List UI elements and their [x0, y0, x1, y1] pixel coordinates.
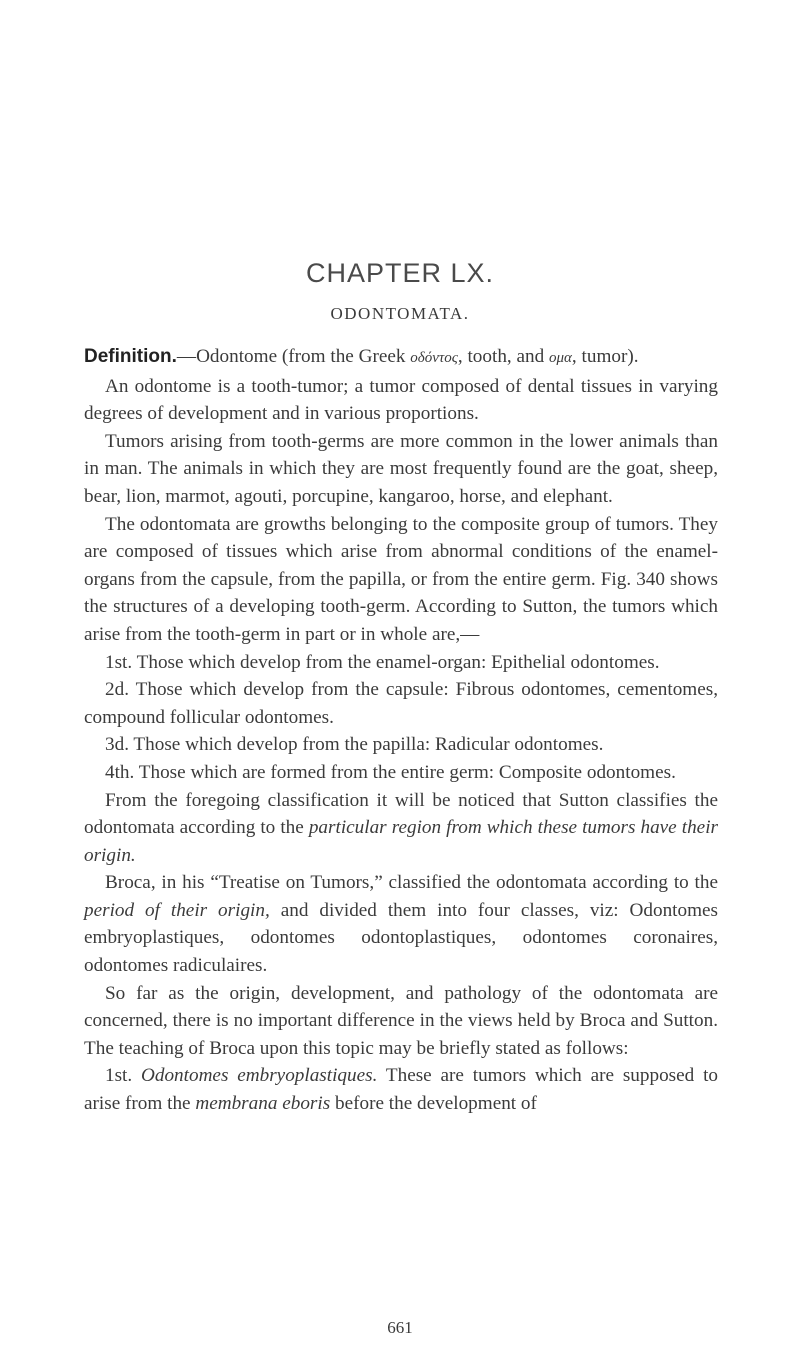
emphasis-text: period of their origin, [84, 899, 270, 921]
paragraph [84, 1062, 718, 1117]
paragraph [84, 869, 718, 979]
chapter-title: CHAPTER LX. [305, 258, 495, 288]
page-number: 661 [387, 1318, 413, 1337]
text-run: Broca, in his “Treatise on Tumors,” classified the odontomata according to the [105, 872, 718, 894]
greek-word-tumor: ομα [549, 350, 572, 366]
emphasis-text: Odontomes embryoplastiques. [141, 1065, 378, 1087]
paragraph: Tumors arising from tooth-germs are more common in the lower animals than in man. The animals in which they are most frequently found are the goat, sheep, bear, lion, marmot, agouti, porcupine, kangaroo, horse, and elephant. [84, 430, 718, 507]
emphasis-text: membrana eboris [195, 1093, 331, 1115]
section-title: ODONTOMATA. [330, 304, 470, 323]
text-run: These are tumors which are supposed to arise from the [84, 1065, 718, 1115]
paragraph [84, 787, 718, 870]
definition-text-b: , tooth, and [457, 346, 550, 367]
text-run: before the development of [330, 1093, 537, 1115]
classification-item: 2d. Those which develop from the capsule: Fibrous odontomes, cementomes, compound follicular odontomes. [84, 679, 718, 728]
text-run: 1st. [105, 1065, 142, 1087]
definition-label: Definition. [84, 346, 177, 367]
greek-word-tooth: οδόντος [410, 350, 458, 366]
classification-item: 1st. Those which develop from the enamel-organ: Epithelial odontomes. [105, 651, 660, 673]
definition-paragraph [84, 343, 718, 373]
classification-item: 4th. Those which are formed from the entire germ: Composite odontomes. [105, 761, 676, 783]
paragraph: An odontome is a tooth-tumor; a tumor composed of dental tissues in varying degrees of development and in various proportions. [84, 375, 718, 425]
definition-text-c: , tumor). [571, 346, 639, 367]
paragraph: The odontomata are growths belonging to the composite group of tumors. They are composed of tissues which arise from abnormal conditions of the enamel-organs from the capsule, from the papilla, or from the entire germ. Fig. 340 shows the structures of a developing tooth-germ. According to Sutton, the tumors which arise from the tooth-germ in part or in whole are,— [84, 513, 718, 645]
paragraph: So far as the origin, development, and pathology of the odontomata are concerned, there is no important difference in the views held by Broca and Sutton. The teaching of Broca upon this topic may be briefly stated as follows: [84, 982, 718, 1059]
body-text [84, 343, 718, 1118]
classification-item: 3d. Those which develop from the papilla: Radicular odontomes. [105, 734, 604, 756]
definition-text-a: —Odontome (from the Greek [176, 346, 411, 367]
emphasis-text: particular region from which these tumors have their origin. [84, 817, 718, 866]
text-run: From the foregoing classification it will be noticed that Sutton classifies the odontomata according to the [84, 789, 718, 839]
text-run: and divided them into four classes, viz: Odontomes embryoplastiques, odontomes odontoplastiques, odontomes coronaires, odontomes radiculaires. [84, 899, 719, 977]
